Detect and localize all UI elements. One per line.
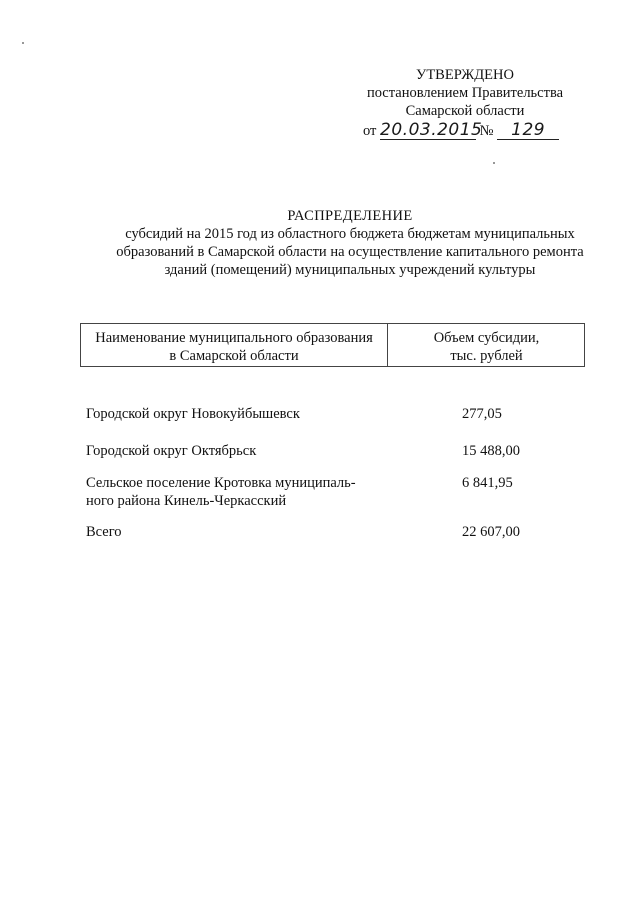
number-prefix: № [479, 123, 494, 139]
row-name [86, 405, 386, 423]
handwritten-date: 20.03.2015 [380, 120, 483, 140]
column-header-name [81, 329, 387, 365]
row-name [86, 523, 386, 541]
approval-line-2: Самарской области [405, 103, 525, 119]
scan-speck [22, 42, 24, 44]
table-header [80, 323, 585, 367]
approval-date-line [355, 121, 575, 140]
row-name-line: Сельское поселение Кротовка муниципаль- [86, 475, 356, 491]
header-line: Объем субсидии, [433, 330, 540, 346]
row-name-line: Городской округ Октябрьск [86, 443, 257, 459]
column-header-amount [388, 329, 585, 365]
document-subtitle [60, 225, 640, 279]
row-amount: 277,05 [462, 406, 502, 422]
date-prefix: от [363, 123, 377, 139]
subtitle-line: зданий (помещений) муниципальных учреждений культуры [164, 262, 536, 278]
approval-heading: УТВЕРЖДЕНО [416, 67, 514, 83]
header-line: тыс. рублей [450, 348, 523, 364]
row-amount: 15 488,00 [462, 443, 520, 459]
row-amount: 22 607,00 [462, 524, 520, 540]
row-name-line: Городской округ Новокуйбышевск [86, 406, 300, 422]
scan-speck [493, 162, 495, 164]
page-title: РАСПРЕДЕЛЕНИЕ [287, 208, 413, 224]
header-line: в Самарской области [169, 348, 299, 364]
header-line: Наименование муниципального образования [95, 330, 373, 346]
approval-line-1: постановлением Правительства [366, 85, 564, 101]
row-name-line: Всего [86, 524, 122, 540]
row-amount: 6 841,95 [462, 475, 513, 491]
row-name-line: ного района Кинель-Черкасский [86, 493, 287, 509]
subtitle-line: образований в Самарской области на осуществление капитального ремонта [116, 244, 584, 260]
approval-block [355, 66, 575, 140]
handwritten-number: 129 [497, 121, 559, 140]
subtitle-line: субсидий на 2015 год из областного бюджета бюджетам муниципальных [125, 226, 575, 242]
row-name [86, 474, 386, 510]
row-name [86, 442, 386, 460]
